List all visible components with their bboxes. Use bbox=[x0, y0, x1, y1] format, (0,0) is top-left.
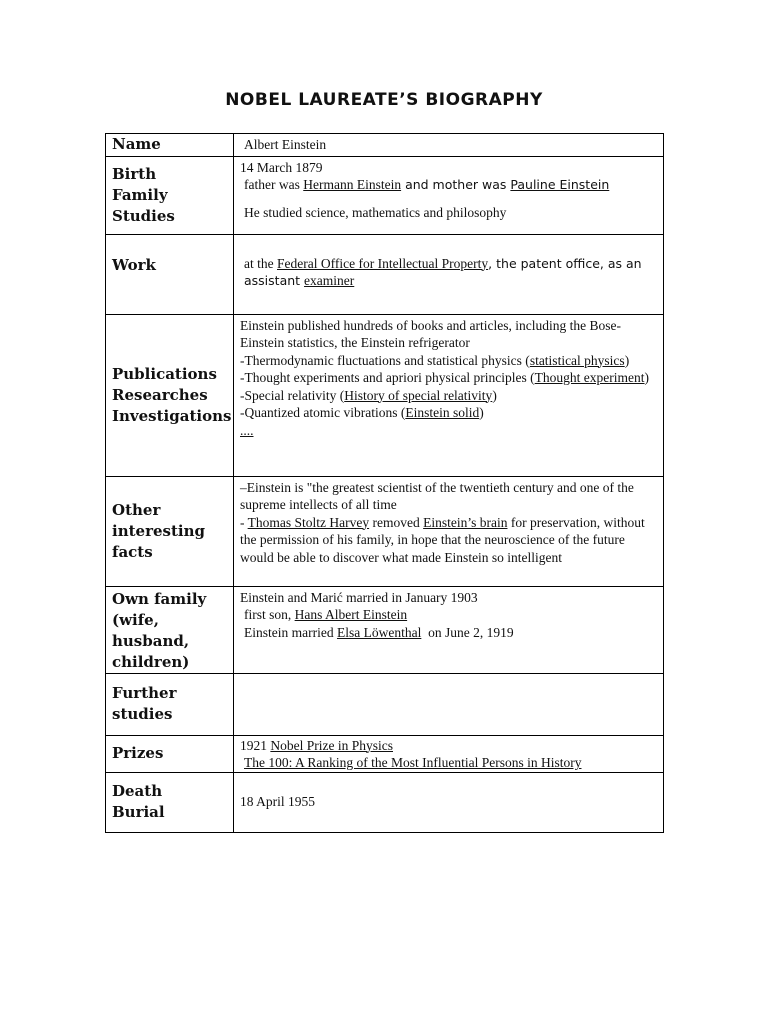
further-label: Further bbox=[112, 684, 177, 702]
studies-text: He studied science, mathematics and philosophy bbox=[244, 204, 507, 220]
fact-text: –Einstein is "the greatest scientist of the twentieth century and one of the supreme intellects of all time bbox=[240, 479, 634, 512]
mother-link[interactable]: Pauline Einstein bbox=[510, 177, 610, 192]
row-label bbox=[106, 772, 234, 832]
prizes-label: Prizes bbox=[112, 744, 164, 762]
birth-label: Birth bbox=[112, 164, 157, 183]
row-label bbox=[106, 586, 234, 673]
fact-text: - bbox=[240, 514, 248, 530]
harvey-link[interactable]: Thomas Stoltz Harvey bbox=[247, 514, 370, 530]
facts-label: facts bbox=[112, 542, 153, 561]
fact-text: for preservation, without the permission of his family, in hope that the neuroscience of the future would be able to discover what made Einstein so intelligent bbox=[240, 514, 645, 565]
examiner-link[interactable]: examiner bbox=[304, 273, 355, 288]
work-text: , the patent office, as an assistant bbox=[244, 255, 642, 288]
death-label: Death bbox=[112, 782, 163, 800]
thought-experiment-link[interactable]: Thought experiment bbox=[534, 370, 645, 385]
interesting-label: interesting bbox=[112, 521, 205, 540]
special-relativity-link[interactable]: History of special relativity bbox=[344, 387, 493, 403]
publications-label: Publications bbox=[112, 364, 217, 383]
name-label: Name bbox=[112, 135, 161, 154]
row-value bbox=[234, 156, 664, 234]
einstein-solid-link[interactable]: Einstein solid bbox=[405, 405, 480, 420]
children-label: children) bbox=[112, 652, 190, 671]
table-row bbox=[106, 673, 664, 735]
elsa-text: Einstein married bbox=[244, 624, 337, 640]
burial-label: Burial bbox=[112, 803, 165, 821]
table-row bbox=[106, 772, 664, 832]
studies-label: Studies bbox=[112, 206, 175, 225]
publications-intro: Einstein published hundreds of books and articles, including the Bose-Einstein statistics, the Einstein refrigerator bbox=[240, 317, 621, 350]
work-label: Work bbox=[112, 255, 156, 274]
investigations-label: Investigations bbox=[112, 406, 232, 425]
birth-date: 14 March 1879 bbox=[240, 159, 323, 175]
table-row bbox=[106, 476, 664, 586]
publication-item: -Special relativity ( bbox=[240, 387, 345, 403]
row-value bbox=[234, 476, 664, 586]
row-value bbox=[234, 673, 664, 735]
son-link[interactable]: Hans Albert Einstein bbox=[294, 607, 408, 622]
wife-label: (wife, bbox=[112, 610, 159, 629]
publication-item: ) bbox=[624, 352, 630, 368]
other-label: Other bbox=[112, 500, 161, 519]
prize-year: 1921 bbox=[240, 737, 271, 753]
death-date: 18 April 1955 bbox=[240, 794, 316, 810]
family-text: father was bbox=[244, 177, 304, 192]
row-value bbox=[234, 314, 664, 476]
father-link[interactable]: Hermann Einstein bbox=[303, 177, 402, 192]
publication-item: ) bbox=[644, 370, 650, 385]
publication-item: ) bbox=[479, 405, 484, 420]
row-value bbox=[234, 586, 664, 673]
table-row bbox=[106, 156, 664, 234]
brain-link[interactable]: Einstein’s brain bbox=[423, 514, 508, 530]
elsa-link[interactable]: Elsa Löwenthal bbox=[336, 624, 422, 640]
statistical-physics-link[interactable]: statistical physics bbox=[529, 352, 625, 368]
biography-table bbox=[105, 133, 664, 833]
table-row bbox=[106, 134, 664, 157]
table-row bbox=[106, 586, 664, 673]
row-label bbox=[106, 314, 234, 476]
ellipsis-link[interactable]: .... bbox=[240, 422, 254, 438]
table-row bbox=[106, 314, 664, 476]
row-value bbox=[234, 234, 664, 314]
publication-item: -Thermodynamic fluctuations and statistical physics ( bbox=[240, 352, 530, 368]
row-label bbox=[106, 156, 234, 234]
row-value bbox=[234, 735, 664, 772]
office-link[interactable]: Federal Office for Intellectual Property bbox=[277, 255, 489, 271]
researches-label: Researches bbox=[112, 385, 208, 404]
row-label bbox=[106, 673, 234, 735]
nobel-link[interactable]: Nobel Prize in Physics bbox=[270, 737, 393, 753]
family-text: and mother was bbox=[401, 177, 511, 192]
own-family-label: Own family bbox=[112, 589, 207, 608]
table-row bbox=[106, 234, 664, 314]
row-label bbox=[106, 234, 234, 314]
name-value: Albert Einstein bbox=[244, 137, 327, 152]
row-value bbox=[234, 772, 664, 832]
fact-text: removed bbox=[369, 514, 424, 530]
son-text: first son, bbox=[244, 607, 295, 622]
elsa-text: on June 2, 1919 bbox=[421, 624, 514, 640]
row-value bbox=[234, 134, 664, 157]
row-label bbox=[106, 134, 234, 157]
table-row bbox=[106, 735, 664, 772]
family-label: Family bbox=[112, 185, 168, 204]
ranking-link[interactable]: The 100: A Ranking of the Most Influential Persons in History bbox=[244, 755, 582, 770]
work-text: at the bbox=[244, 255, 277, 271]
marriage-text: Einstein and Marić married in January 1903 bbox=[240, 589, 478, 605]
row-label bbox=[106, 735, 234, 772]
publication-item: -Thought experiments and apriori physical principles ( bbox=[240, 370, 535, 385]
row-label bbox=[106, 476, 234, 586]
studies-label: studies bbox=[112, 705, 173, 723]
page-title: NOBEL LAUREATE’S BIOGRAPHY bbox=[225, 90, 543, 110]
publication-item: -Quantized atomic vibrations ( bbox=[240, 405, 406, 420]
publication-item: ) bbox=[492, 387, 497, 403]
husband-label: husband, bbox=[112, 631, 190, 650]
